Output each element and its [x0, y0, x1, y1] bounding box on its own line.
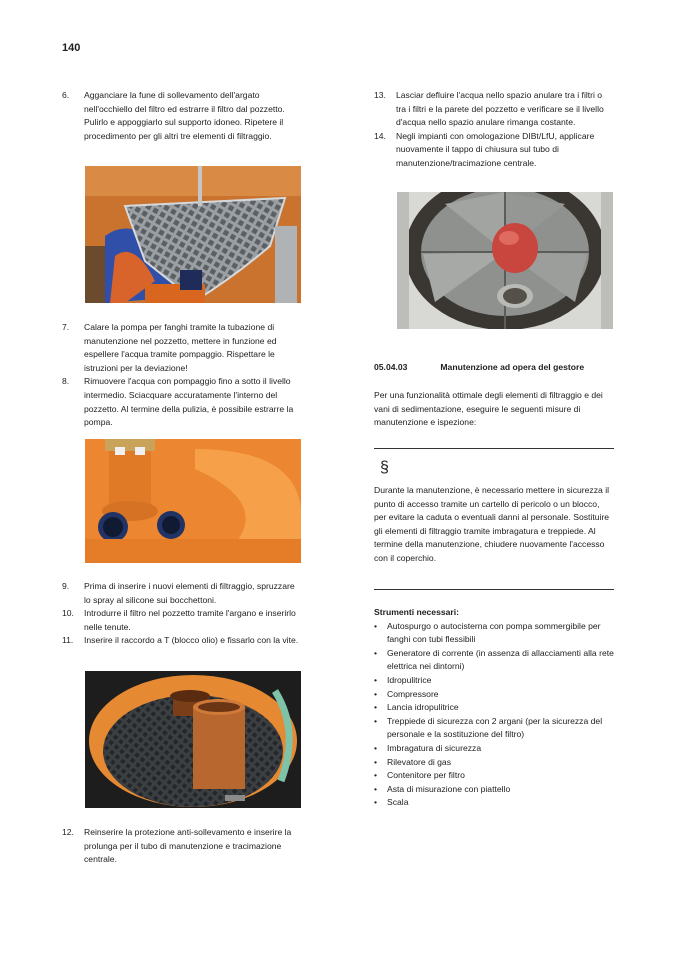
- list-item: [374, 796, 614, 810]
- step-number: 11.: [62, 635, 74, 646]
- tool-label: Asta di misurazione con piattello: [387, 783, 511, 794]
- paragraph-icon: §: [380, 459, 389, 476]
- bullet: •: [374, 702, 378, 713]
- warning-bottom-divider: [374, 589, 614, 590]
- step-13: [374, 89, 614, 130]
- tool-label: Treppiede di sicurezza con 2 argani (per la sicurezza del personale e la sostituzione del filtro): [387, 715, 603, 740]
- list-item: [374, 701, 614, 715]
- left-column-step-12: [62, 826, 302, 867]
- tool-label: Generatore di corrente (in assenza di allacciamenti alla rete elettrica nei dintorni): [387, 647, 614, 672]
- step-11: [62, 634, 302, 648]
- t-fitting-photo: [85, 671, 301, 808]
- tool-label: Contenitore per filtro: [387, 770, 465, 781]
- tool-label: Compressore: [387, 688, 439, 699]
- step-number: 12.: [62, 827, 74, 837]
- list-item: [374, 783, 614, 797]
- step-number: 13.: [374, 90, 386, 100]
- list-item: [374, 715, 614, 742]
- step-8: [62, 375, 302, 429]
- section-code: 05.04.03: [374, 362, 408, 372]
- tool-label: Lancia idropulitrice: [387, 702, 459, 713]
- tool-label: Rilevatore di gas: [387, 756, 452, 767]
- right-column: [374, 89, 614, 171]
- warning-text: Durante la manutenzione, è necessario mettere in sicurezza il punto di accesso tramite un cartello di pericolo o un blocco, per evitare la caduta o eventuali danni al personale. Sostituire gli elementi di filtraggio tramite imbragatura e treppiede. Al termine della manutenzione, chiudere nuovamente l'accesso con il coperchio.: [374, 485, 610, 563]
- bullet: •: [374, 756, 378, 767]
- list-item: [374, 674, 614, 688]
- list-item: [374, 756, 614, 770]
- section-title: Manutenzione ad opera del gestore: [440, 362, 585, 372]
- bullet: •: [374, 688, 378, 699]
- step-text: Prima di inserire i nuovi elementi di filtraggio, spruzzare lo spray al silicone sui bocchettoni.: [84, 581, 295, 605]
- step-10: [62, 607, 302, 634]
- step-7: [62, 321, 302, 375]
- list-item: [374, 769, 614, 783]
- section-heading: [374, 362, 584, 372]
- filter-removal-photo: [85, 166, 301, 303]
- step-9: [62, 580, 302, 607]
- list-item: [374, 620, 614, 647]
- tools-title: Strumenti necessari:: [374, 607, 460, 617]
- list-item: [374, 647, 614, 674]
- bullet: •: [374, 674, 378, 685]
- left-column-steps-7-8: [62, 321, 302, 430]
- bullet: •: [374, 620, 378, 631]
- tools-list: [374, 620, 614, 810]
- tool-label: Scala: [387, 797, 409, 808]
- step-number: 9.: [62, 581, 70, 591]
- section-intro: Per una funzionalità ottimale degli elementi di filtraggio e dei vani di sedimentazione, eseguire le seguenti misure di manutenzione e ispezione:: [374, 390, 603, 428]
- left-column-steps-9-11: [62, 580, 302, 648]
- tool-label: Autospurgo o autocisterna con pompa sommergibile per fanghi con tubi flessibili: [387, 620, 601, 645]
- page-number: 140: [62, 42, 81, 54]
- empty-chamber-photo: [85, 439, 301, 563]
- step-number: 14.: [374, 130, 386, 141]
- step-number: 10.: [62, 608, 74, 619]
- list-item: [374, 688, 614, 702]
- step-text: Lasciar defluire l'acqua nello spazio anulare tra i filtri o tra i filtri e la parete del pozzetto e verificare se il livello d'acqua nello spazio anulare rimanga costante.: [396, 90, 604, 128]
- step-text: Introdurre il filtro nel pozzetto tramite l'argano e inserirlo nelle tenute.: [84, 608, 296, 632]
- list-item: [374, 742, 614, 756]
- bullet: •: [374, 715, 378, 726]
- closing-cap-photo: [397, 192, 613, 329]
- bullet: •: [374, 647, 378, 658]
- tools-list-block: [374, 606, 614, 810]
- tool-label: Idropulitrice: [387, 674, 432, 685]
- step-text: Calare la pompa per fanghi tramite la tubazione di manutenzione nel pozzetto, mettere in funzione ed espellere l'acqua tramite pompaggio. Rispettare le istruzioni per la deviazione!: [84, 322, 277, 373]
- left-column: [62, 89, 302, 143]
- step-text: Reinserire la protezione anti-sollevamento e inserire la prolunga per il tubo di manutenzione e tracimazione centrale.: [84, 827, 292, 865]
- step-number: 8.: [62, 376, 70, 387]
- step-text: Inserire il raccordo a T (blocco olio) e fissarlo con la vite.: [84, 635, 299, 646]
- step-14: [374, 130, 614, 171]
- bullet: •: [374, 783, 378, 794]
- step-text: Agganciare la fune di sollevamento dell'argato nell'occhiello del filtro ed estrarre il filtro dal pozzetto. Pulirlo e appoggiarlo sul supporto idoneo. Ripetere il procedimento per gli altri tre elementi di filtraggio.: [84, 90, 285, 141]
- step-12: [62, 826, 302, 867]
- tool-label: Imbragatura di sicurezza: [387, 742, 482, 753]
- bullet: •: [374, 797, 378, 808]
- step-6: [62, 89, 302, 143]
- bullet: •: [374, 770, 378, 781]
- step-text: Negli impianti con omologazione DIBt/LfU, applicare nuovamente il tappo di chiusura sul tubo di manutenzione/tracimazione centrale.: [396, 130, 595, 168]
- step-text: Rimuovere l'acqua con pompaggio fino a sotto il livello intermedio. Sciacquare accuratamente l'interno del pozzetto. Al termine della pulizia, è possibile estrarre la pompa.: [84, 376, 294, 428]
- bullet: •: [374, 742, 378, 753]
- step-number: 7.: [62, 322, 70, 332]
- step-number: 6.: [62, 90, 70, 100]
- warning-top-divider: [374, 448, 614, 449]
